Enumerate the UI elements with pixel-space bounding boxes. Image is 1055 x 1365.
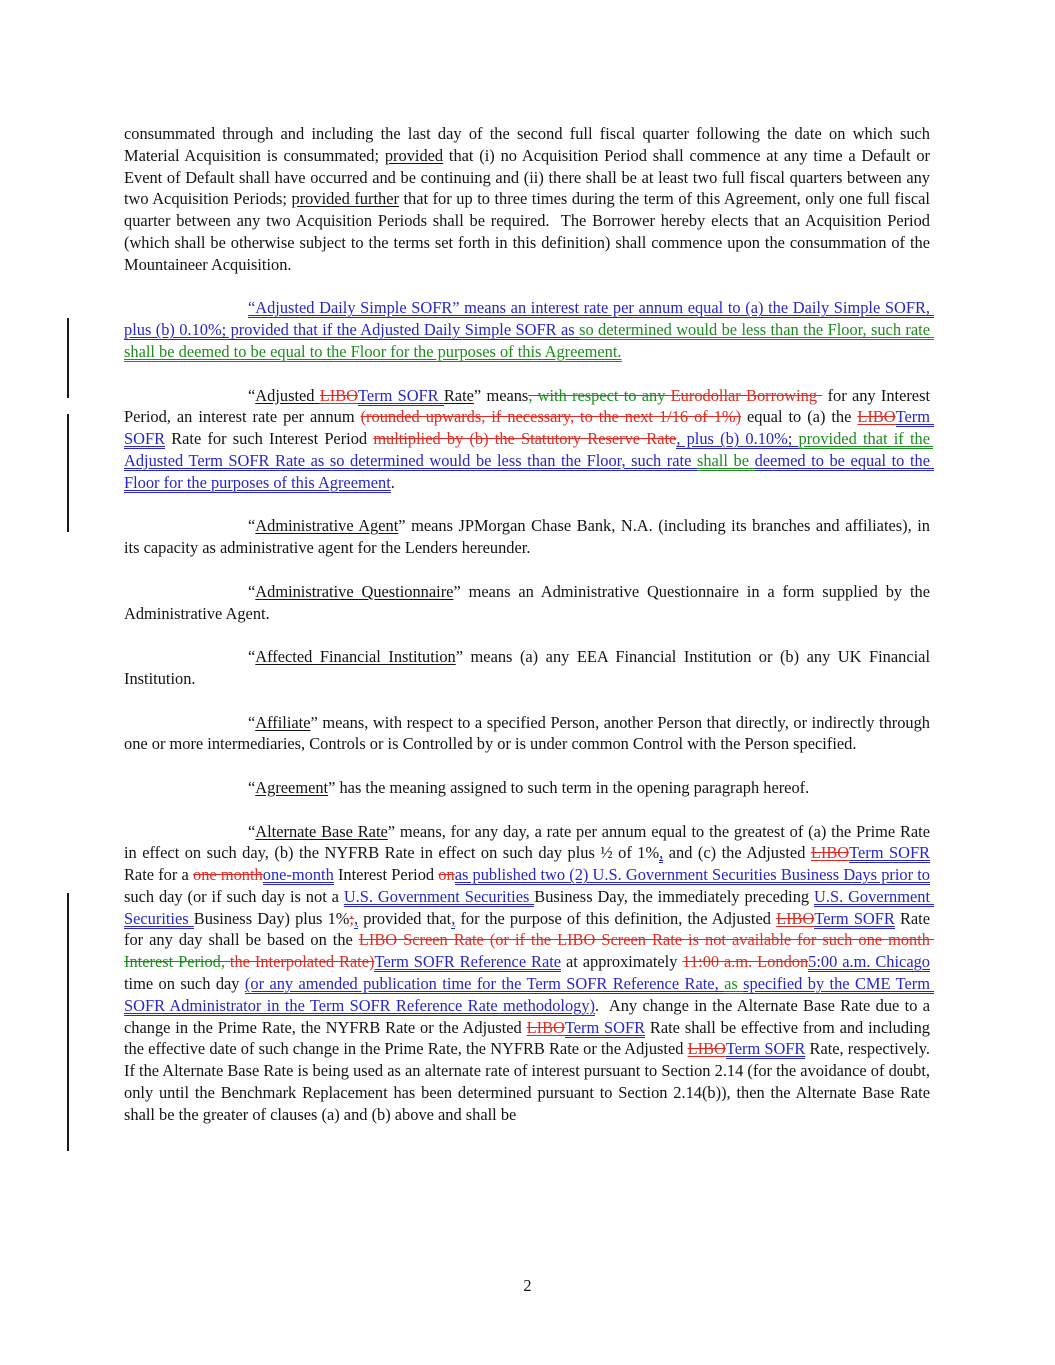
text-run-d: provided	[384, 145, 444, 165]
text-run-ib: U.S. Government Securities	[343, 886, 535, 906]
text-run-ig: as	[724, 974, 744, 994]
paragraph-acquisition-period-continuation	[124, 123, 935, 276]
text-run-n: ” means (a) any EEA Financial Institution or (b) any UK Financial Institution.	[124, 647, 935, 688]
change-bar	[67, 414, 69, 532]
text-run-n: Rate for any day shall be based on the	[124, 908, 935, 950]
text-run-n: that for up to three times during the term of this Agreement, only one full fiscal quarter between any two Acquisition Periods shall be required. The Borrower hereby elects that an Acquisition Period (which shall be otherwise subject to the terms set forth in this definition) shall commence upon the consummation of the Mountaineer Acquisition.	[124, 189, 935, 274]
paragraph-affected-financial-institution	[124, 646, 935, 690]
text-run-n: for the purpose of this definition, the Adjusted	[455, 908, 777, 928]
text-run-d: Alternate Base Rate	[255, 821, 388, 841]
text-run-dr: the Interpolated Rate)	[229, 952, 375, 972]
paragraph-adjusted-daily-simple-sofr	[124, 297, 935, 362]
text-run-n: “	[248, 516, 256, 536]
text-run-ib: “Adjusted Daily Simple SOFR” means an interest rate per annum equal to (a) the Daily Simple SOFR, plus (b) 0.10%; provided that if the Adjusted Daily Simple SOFR as	[124, 298, 935, 340]
text-run-n: Rate for such Interest Period	[165, 429, 374, 449]
paragraph-alternate-base-rate	[124, 821, 939, 1126]
text-run-ib: Adjusted Term SOFR Rate as so determined would be less than the Floor, such rate	[124, 450, 697, 470]
paragraph-affiliate	[124, 712, 935, 756]
text-run-n: ” means JPMorgan Chase Bank, N.A. (including its branches and affiliates), in its capacity as administrative agent for the Lenders hereunder.	[124, 516, 935, 558]
text-run-n: Rate for a	[124, 843, 935, 885]
text-run-n: “	[248, 385, 256, 405]
text-run-ig: shall be	[696, 450, 755, 470]
text-run-ib: Term SOFR	[725, 1039, 806, 1059]
text-run-n: Business Day) plus 1%	[193, 908, 350, 928]
text-run-ib: Term SOFR	[124, 407, 935, 449]
text-run-ib: Term SOFR	[357, 385, 444, 405]
text-run-dr: Eurodollar Borrowing	[670, 385, 823, 405]
text-run-d: Affected Financial Institution	[255, 647, 456, 667]
text-run-ib: deemed to be equal to the Floor for the purposes of this Agreement	[124, 450, 935, 492]
text-run-n: that (i) no Acquisition Period shall commence at any time a Default or Event of Default shall have occurred and be continuing and (ii) there shall be at least two full fiscal quarters between any two Acquisition Periods;	[124, 145, 935, 209]
text-run-d: Adjusted	[255, 385, 320, 405]
text-run-ib: as published two (2) U.S. Government Securities Business Days prior to	[454, 865, 930, 885]
document-body	[124, 123, 939, 1147]
text-run-n: . Any change in the Alternate Base Rate due to a change in the Prime Rate, the NYFRB Rate or the Adjusted	[124, 995, 935, 1037]
page-number: 2	[523, 1276, 532, 1295]
text-run-n: ” means, for any day, a rate per annum equal to the greatest of (a) the Prime Rate in effect on such day, (b) the NYFRB Rate in effect on such day plus ½ of 1%	[124, 821, 935, 863]
text-run-n: ” means	[473, 385, 529, 405]
text-run-n: Interest Period	[333, 865, 439, 885]
text-run-ib: specified by the CME Term SOFR Administrator in the Term SOFR Reference Rate methodology)	[124, 974, 935, 1015]
text-run-n: “	[248, 777, 256, 797]
text-run-d: Rate	[443, 385, 474, 405]
text-run-ib: ,	[451, 908, 456, 928]
text-run-dru: LIBO	[776, 908, 815, 928]
text-run-n: time on such day	[124, 952, 935, 994]
page-footer	[0, 1276, 1055, 1296]
text-run-n: “	[248, 581, 256, 601]
text-run-ig: provided that if the	[798, 429, 934, 449]
text-run-d: Agreement	[255, 777, 329, 797]
text-run-dg: , with respect to any	[528, 385, 671, 405]
text-run-n: ” has the meaning assigned to such term in the opening paragraph hereof.	[328, 777, 810, 797]
text-run-dr: ;	[349, 908, 354, 928]
text-run-ib: ,	[659, 843, 664, 863]
text-run-ib: 5:00 a.m. Chicago	[808, 952, 930, 972]
paragraph-adjusted-term-sofr-rate	[124, 385, 935, 494]
text-run-n: equal to (a) the	[741, 407, 858, 427]
text-run-d: Administrative Questionnaire	[255, 581, 454, 601]
text-run-ib: ,	[353, 908, 359, 928]
text-run-ib: (or any amended publication time for the Term SOFR Reference Rate,	[244, 974, 725, 994]
paragraph-administrative-questionnaire	[124, 581, 934, 625]
text-run-ib: Term SOFR Reference Rate	[374, 952, 562, 972]
text-run-n: consummated through and including the last day of the second full fiscal quarter following the date on which such Material Acquisition is consummated;	[124, 124, 935, 165]
text-run-dr: one month	[193, 865, 263, 885]
text-run-ib: Term SOFR	[564, 1017, 646, 1037]
text-run-n: “	[248, 821, 256, 841]
text-run-dr: LIBO Screen Rate (or if the LIBO Screen Rate is not available for such one month	[358, 930, 935, 950]
text-run-n: such day (or if such day is not a	[124, 865, 935, 906]
text-run-n: ” means, with respect to a specified Person, another Person that directly, or indirectly through one or more intermediaries, Controls or is Controlled by or is under common Control with the Person specified.	[124, 712, 935, 754]
text-run-dru: LIBO	[857, 407, 896, 427]
text-run-dru: LIBO	[687, 1039, 726, 1059]
text-run-n: .	[390, 472, 395, 492]
change-bar	[67, 318, 69, 398]
text-run-n: provided that	[358, 908, 452, 928]
text-run-dr: multiplied by (b) the Statutory Reserve Rate	[373, 429, 677, 449]
text-run-dru: LIBO	[810, 843, 850, 863]
change-bar	[67, 893, 69, 1151]
text-run-dr: (rounded upwards, if necessary, to the next 1/16 of 1%)	[360, 407, 742, 427]
text-run-dr: on	[438, 865, 455, 885]
text-run-n: Business Day, the immediately preceding	[534, 886, 815, 906]
text-run-d: Administrative Agent	[255, 516, 399, 536]
text-run-n: ” means an Administrative Questionnaire in a form supplied by the Administrative Agent.	[124, 581, 934, 623]
text-run-n: “	[248, 712, 256, 732]
text-run-ib: U.S. Government Securities	[124, 886, 935, 928]
text-run-d: Affiliate	[255, 712, 311, 732]
paragraph-administrative-agent	[124, 515, 935, 559]
text-run-ib: one-month	[262, 865, 334, 885]
text-run-n: for any Interest Period, an interest rate per annum	[124, 385, 935, 427]
text-run-dg: Interest Period,	[124, 952, 230, 972]
text-run-ib: Term SOFR	[814, 908, 895, 928]
text-run-ib: Term SOFR	[849, 843, 930, 863]
text-run-n: at approximately	[561, 952, 683, 972]
text-run-ig: so determined would be less than the Floor, such rate shall be deemed to be equal to the Floor for the purposes of this Agreement.	[124, 320, 935, 361]
text-run-ib: , plus (b) 0.10%;	[676, 429, 799, 449]
text-run-n: Rate shall be effective from and including the effective date of such change in the Prime Rate, the NYFRB Rate or the Adjusted	[124, 1017, 935, 1059]
text-run-dru: LIBO	[319, 385, 358, 405]
text-run-dr: 11:00 a.m. London	[682, 952, 809, 972]
text-run-d: provided further	[291, 189, 399, 209]
paragraph-agreement	[124, 777, 930, 799]
text-run-dru: LIBO	[526, 1017, 565, 1037]
text-run-n: and (c) the Adjusted	[663, 843, 811, 863]
text-run-n: Rate, respectively. If the Alternate Base Rate is being used as an alternate rate of interest pursuant to Section 2.14 (for the avoidance of doubt, only until the Benchmark Replacement has been determined pursuant to Section 2.14(b)), then the Alternate Base Rate shall be the greater of clauses (a) and (b) above and shall be	[124, 1039, 939, 1124]
text-run-n: “	[248, 647, 256, 667]
